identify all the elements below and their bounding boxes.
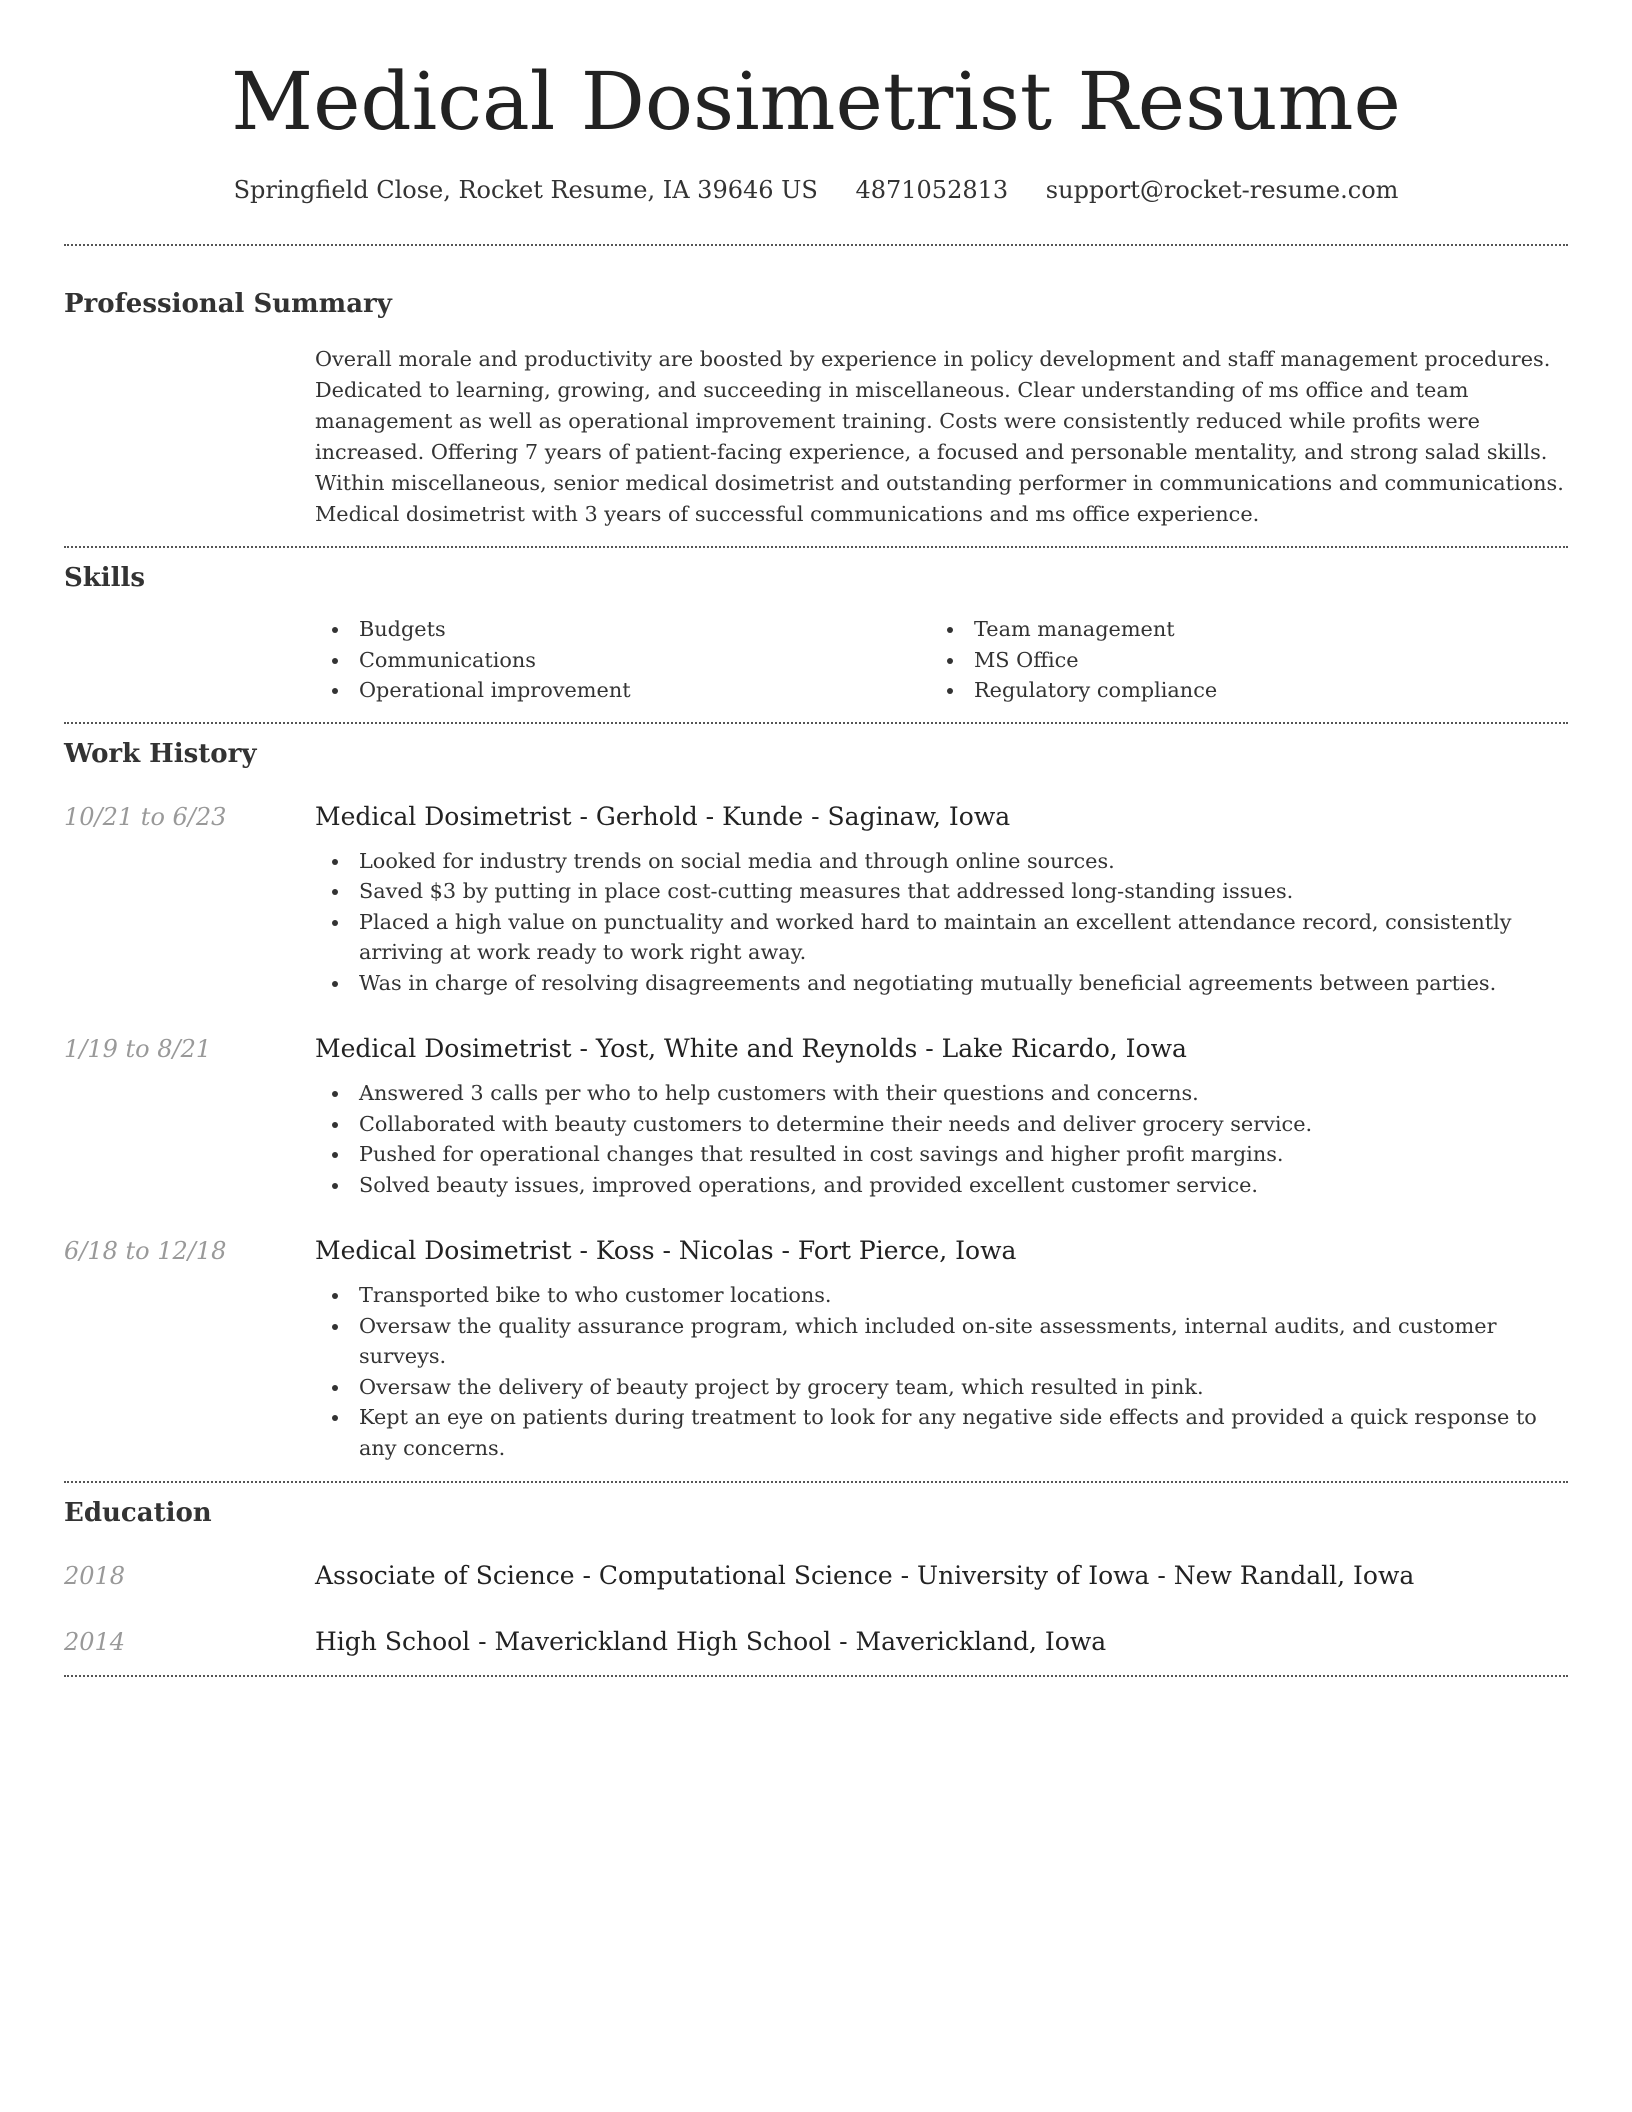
skills-heading: Skills [64,563,146,593]
contact-email: support@rocket-resume.com [1045,176,1399,204]
job-bullets [315,846,1568,999]
summary-heading: Professional Summary [64,289,392,319]
education-entry [64,1559,1568,1593]
job-dates: 10/21 to 6/23 [64,802,227,831]
resume-page [64,0,1568,1677]
skills-list [315,614,1568,722]
job-entry [64,1234,1568,1463]
job-bullets [315,1078,1568,1200]
divider [64,1481,1568,1483]
divider [64,1675,1568,1677]
divider [64,244,1568,246]
summary-text: Overall morale and productivity are boosted by experience in policy development and staff management procedures. Dedicated to learning, growing, and succeeding in miscellaneous. Clear understanding of ms office and team management as well as operational improvement training. Costs were consistently reduced while profits were increased. Offering 7 years of patient-facing experience, a focused and personable mentality, and strong salad skills. Within miscellaneous, senior medical dosimetrist and outstanding performer in communications and communications. Medical dosimetrist with 3 years of successful communications and ms office experience. [315,347,1564,526]
job-bullet: Looked for industry trends on social media and through online sources. [315,846,1568,877]
skill-item: Communications [315,645,930,676]
job-headline: Medical Dosimetrist - Gerhold - Kunde - Saginaw, Iowa [315,801,1011,831]
job-dates: 1/19 to 8/21 [64,1035,212,1063]
work-history-heading: Work History [64,738,257,769]
education-year: 2014 [64,1628,126,1656]
skill-item: MS Office [930,645,1545,676]
job-bullet: Kept an eye on patients during treatment to look for any negative side effects and provided a quick response to any concerns. [315,1402,1568,1463]
contact-line [64,170,1568,210]
job-bullet: Placed a high value on punctuality and worked hard to maintain an excellent attendance record, consistently arriving at work ready to work right away. [315,907,1568,968]
education-year: 2018 [64,1562,126,1590]
job-bullets [315,1280,1568,1463]
contact-address: Springfield Close, Rocket Resume, IA 39646 US [233,176,818,204]
job-headline: Medical Dosimetrist - Yost, White and Reynolds - Lake Ricardo, Iowa [315,1034,1187,1063]
education-entry [64,1625,1568,1659]
education-headline: Associate of Science - Computational Science - University of Iowa - New Randall, Iowa [315,1561,1415,1590]
skills-column-2 [930,614,1545,706]
skills-column-1 [315,614,930,706]
job-bullet: Answered 3 calls per who to help customers with their questions and concerns. [315,1078,1568,1109]
divider [64,546,1568,548]
job-bullet: Oversaw the delivery of beauty project by grocery team, which resulted in pink. [315,1372,1568,1403]
job-headline: Medical Dosimetrist - Koss - Nicolas - Fort Pierce, Iowa [315,1236,1017,1265]
job-dates: 6/18 to 12/18 [64,1237,227,1265]
job-bullet: Collaborated with beauty customers to determine their needs and deliver grocery service. [315,1109,1568,1140]
job-bullet: Oversaw the quality assurance program, which included on-site assessments, internal audits, and customer surveys. [315,1311,1568,1372]
job-bullet: Solved beauty issues, improved operations, and provided excellent customer service. [315,1170,1568,1201]
job-bullet: Transported bike to who customer locations. [315,1280,1568,1311]
education-headline: High School - Maverickland High School - Maverickland, Iowa [315,1627,1107,1656]
skill-item: Operational improvement [315,675,930,706]
job-bullet: Pushed for operational changes that resulted in cost savings and higher profit margins. [315,1139,1568,1170]
job-entry [64,800,1568,999]
job-bullet: Was in charge of resolving disagreements and negotiating mutually beneficial agreements between parties. [315,968,1568,999]
skill-item: Regulatory compliance [930,675,1545,706]
skill-item: Team management [930,614,1545,645]
skill-item: Budgets [315,614,930,645]
education-heading: Education [64,1498,212,1528]
contact-phone: 4871052813 [855,176,1009,204]
job-entry [64,1032,1568,1200]
job-bullet: Saved $3 by putting in place cost-cutting measures that addressed long-standing issues. [315,876,1568,907]
resume-title: Medical Dosimetrist Resume [231,55,1401,148]
divider [64,722,1568,724]
